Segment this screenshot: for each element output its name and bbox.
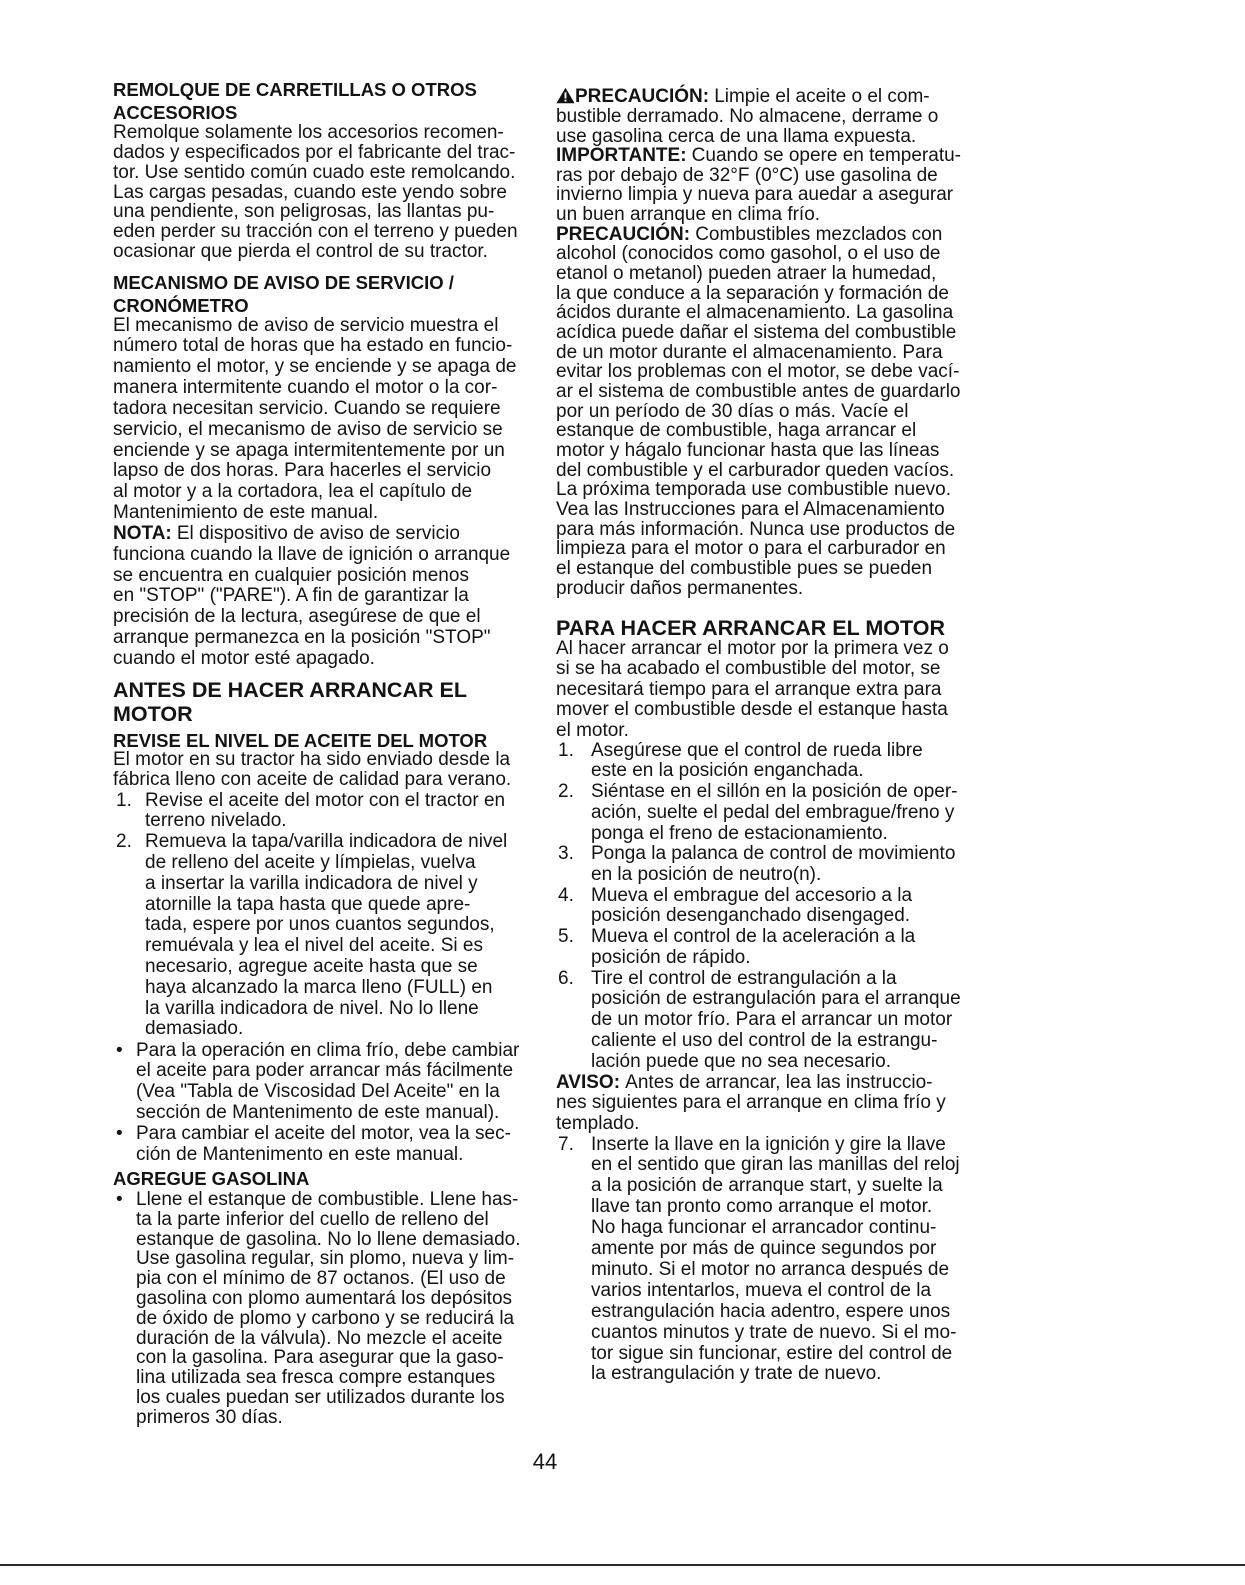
list-number: 1. (558, 739, 574, 761)
text-line: motor y hágalo funcionar hasta que las líneas (556, 440, 940, 461)
text-line: a insertar la varilla indicadora de nivel y (145, 872, 478, 894)
text-line: Revise el aceite del motor con el tractor en (145, 789, 506, 811)
right-column (556, 0, 976, 1440)
text-line: cuantos minutos y trate de nuevo. Si el mo- (591, 1321, 957, 1343)
text-line: Vea las Instrucciones para el Almacenamiento (556, 498, 945, 520)
heading-line: REMOLQUE DE CARRETILLAS O OTROS (113, 79, 477, 100)
text-line: La próxima temporada use combustible nuevo. (556, 479, 952, 501)
label-text: Combustibles mezclados con (695, 223, 943, 245)
text-line: necesitará tiempo para el arranque extra para (556, 678, 942, 700)
text-line (556, 1073, 932, 1094)
text-line: de óxido de plomo y carbono y se reducirá la (136, 1307, 515, 1329)
text-line: namiento el motor, y se enciende y se apaga de (113, 356, 517, 378)
text-line: posición de rápido. (591, 946, 751, 968)
list-item (113, 832, 531, 1040)
text-line: Ponga la palanca de control de movimiento (591, 843, 956, 865)
text-line: del combustible y el carburador queden vacíos. (556, 459, 955, 481)
list-number: 6. (558, 967, 574, 989)
list-item (556, 782, 976, 844)
text-line: este en la posición enganchada. (591, 760, 864, 782)
text-line: fábrica lleno con aceite de calidad para verano. (113, 769, 512, 791)
label-text: Limpie el aceite o el com- (714, 86, 930, 108)
text-line: estrangulación hacia adentro, espere unos (591, 1300, 951, 1322)
text-line: Al hacer arrancar el motor por la primera vez o (556, 637, 949, 659)
text-line: el estanque del combustible pues se pueden (556, 557, 933, 579)
text-line: primeros 30 días. (136, 1406, 283, 1428)
list-item (556, 1135, 976, 1386)
list-item (113, 791, 531, 833)
text-line: posición de estrangulación para el arranque (591, 988, 961, 1010)
text-line: alcohol (conocidos como gasohol, o el uso de (556, 243, 941, 265)
text-line: etanol o metanol) pueden atraer la humedad, (556, 263, 937, 285)
major-heading (556, 616, 976, 640)
text-line: eden perder su tracción con el terreno y pueden (113, 221, 518, 243)
list-item (556, 927, 976, 968)
heading-line: MECANISMO DE AVISO DE SERVICIO / (113, 272, 454, 293)
text-line: acídica puede dañar el sistema del combustible (556, 322, 957, 344)
label-text: Antes de arrancar, lea las instruccio- (625, 1071, 933, 1093)
text-line: Llene el estanque de combustible. Llene has- (136, 1189, 519, 1210)
text-line: varios intentarlos, mueva el control de la (591, 1279, 932, 1301)
list-number: 2. (116, 831, 132, 853)
label-text: El dispositivo de aviso de servicio (176, 522, 460, 544)
text-line: haya alcanzado la marca lleno (FULL) en (145, 976, 493, 998)
text-line: evitar los problemas con el motor, se debe vací- (556, 361, 960, 383)
heading-line: PARA HACER ARRANCAR EL MOTOR (556, 616, 945, 640)
text-line: Use gasolina regular, sin plomo, nueva y lim- (136, 1248, 515, 1270)
text-line: terreno nivelado. (145, 810, 287, 832)
bold-label: IMPORTANTE: (556, 145, 687, 167)
left-column (113, 0, 531, 1440)
text-line: pia con el mínimo de 87 octanos. (El uso de (136, 1268, 506, 1290)
text-line: Mueva el embrague del accesorio a la (591, 884, 913, 906)
text-line: por un período de 30 días o más. Vacíe el (556, 400, 909, 422)
text-line: dados y especificados por el fabricante del trac- (113, 141, 516, 163)
list-item (113, 1041, 531, 1124)
section-heading (113, 79, 531, 124)
heading-line: MOTOR (113, 702, 193, 726)
bullet-list (113, 1041, 531, 1166)
text-line: minuto. Si el motor no arranca después de (591, 1258, 950, 1280)
bullet-marker: • (116, 1189, 123, 1210)
list-number: 7. (558, 1133, 574, 1155)
text-line: atornille la tapa hasta que quede apre- (145, 893, 471, 915)
text-line: ácidos durante el almacenamiento. La gasolina (556, 302, 954, 324)
list-item (113, 1190, 531, 1428)
paragraph (113, 750, 531, 792)
list-number: 5. (558, 926, 574, 948)
numbered-list (556, 741, 976, 1073)
text-line: un buen arranque en clima frío. (556, 204, 821, 226)
paragraph (556, 87, 976, 598)
text-line: tor sigue sin funcionar, estire del control de (591, 1342, 953, 1364)
text-line: sección de Mantenimento de este manual). (136, 1101, 500, 1123)
list-item (556, 886, 976, 927)
text-line: ta la parte inferior del cuello de relleno del (136, 1208, 489, 1230)
bold-label: AVISO: (556, 1071, 621, 1093)
text-line (556, 225, 942, 245)
list-item (556, 844, 976, 885)
text-line: gasolina con plomo aumentará los depósitos (136, 1287, 513, 1309)
text-line (556, 146, 961, 166)
text-line: para más información. Nunca use productos de (556, 518, 956, 540)
text-line: estanque de combustible, haga arrancar el (556, 420, 917, 442)
page-number: 44 (532, 1449, 558, 1474)
text-line: limpieza para el motor o para el carburador en (556, 538, 946, 560)
text-line: necesario, agregue aceite hasta que se (145, 955, 478, 977)
heading-line: ACCESORIOS (113, 101, 238, 123)
text-line: el motor. (556, 719, 629, 741)
text-line: mover el combustible desde el estanque hasta (556, 699, 948, 721)
text-line: Remolque solamente los accesorios recomen- (113, 122, 504, 143)
text-line: llave tan pronto como arranque el motor. (591, 1196, 933, 1218)
text-line: cuando el motor esté apagado. (113, 648, 375, 669)
text-line: se encuentra en cualquier posición menos (113, 564, 469, 586)
text-line: de un motor frío. Para el arrancar un motor (591, 1009, 953, 1031)
text-line: producir daños permanentes. (556, 577, 804, 599)
text-line: Para la operación en clima frío, debe cambiar (136, 1039, 520, 1061)
text-line: caliente el uso del control de la estrangu- (591, 1029, 938, 1051)
text-line: de relleno del aceite y límpielas, vuelva (145, 851, 476, 873)
text-line: Para cambiar el aceite del motor, vea la sec- (136, 1122, 511, 1144)
list-number: 4. (558, 884, 574, 906)
list-number: 3. (558, 843, 574, 865)
text-line: remuévala y lea el nivel del aceite. Si es (145, 935, 483, 957)
text-line: la estrangulación y trate de nuevo. (591, 1363, 882, 1385)
text-line: tada, espere por unos cuantos segundos, (145, 914, 495, 936)
text-line: al motor y a la cortadora, lea el capítulo de (113, 481, 473, 503)
text-line: la varilla indicadora de nivel. No lo llene (145, 997, 479, 1019)
text-line: No haga funcionar el arrancador continu- (591, 1217, 937, 1239)
text-line: número total de horas que ha estado en funcio- (113, 335, 513, 357)
text-line: posición desenganchado disengaged. (591, 905, 911, 927)
text-line: tor. Use sentido común cuado este remolcando. (113, 161, 516, 183)
text-line: ocasionar que pierda el control de su tractor. (113, 241, 488, 263)
text-line: El motor en su tractor ha sido enviado desde la (113, 748, 511, 770)
bold-label: PRECAUCIÓN: (556, 223, 691, 245)
text-line (113, 524, 460, 545)
text-line: de un motor durante el almacenamiento. Para (556, 341, 943, 363)
text-line: ar el sistema de combustible antes de guardarlo (556, 381, 961, 403)
text-line: manera intermitente cuando el motor o la cor- (113, 377, 498, 399)
text-line: ación, suelte el pedal del embrague/freno y (591, 801, 955, 823)
text-line: ponga el freno de estacionamiento. (591, 822, 888, 844)
text-line: use gasolina cerca de una llama expuesta. (556, 125, 917, 147)
text-line: ras por debajo de 32°F (0°C) use gasolina de (556, 164, 938, 186)
text-line: tadora necesitan servicio. Cuando se requiere (113, 397, 501, 419)
list-item (556, 741, 976, 782)
page-bottom-rule (0, 1564, 1245, 1566)
text-line: Siéntase en el sillón en la posición de oper- (591, 781, 958, 803)
text-line: una pendiente, son peligrosas, las llantas pu- (113, 201, 495, 223)
bullet-marker: • (116, 1122, 123, 1144)
warning-triangle-icon (556, 87, 575, 104)
text-line: enciende y se apaga intermitentemente por un (113, 439, 505, 461)
text-line: Las cargas pesadas, cuando este yendo sobre (113, 181, 507, 203)
text-line: si se ha acabado el combustible del motor, se (556, 658, 941, 680)
text-line: con la gasolina. Para asegurar que la gaso- (136, 1347, 504, 1369)
text-line: lación puede que no sea necesario. (591, 1050, 892, 1072)
text-line: lapso de dos horas. Para hacerles el servicio (113, 460, 492, 482)
text-line: Asegúrese que el control de rueda libre (591, 739, 923, 761)
text-line: Remueva la tapa/varilla indicadora de nivel (145, 831, 508, 853)
section-heading (113, 272, 531, 317)
text-line: (Vea "Tabla de Viscosidad Del Aceite" en la (136, 1081, 500, 1103)
text-line: a la posición de arranque start, y suelte la (591, 1175, 943, 1197)
list-item (113, 1124, 531, 1166)
text-line: Mantenimiento de este manual. (113, 502, 379, 524)
text-line: templado. (556, 1112, 640, 1134)
text-line: invierno limpia y nueva para auedar a asegurar (556, 184, 954, 206)
paragraph (556, 1073, 976, 1135)
heading-line: CRONÓMETRO (113, 294, 249, 316)
bold-label: NOTA: (113, 522, 172, 544)
heading-line: ANTES DE HACER ARRANCAR EL (113, 678, 467, 702)
text-line: bustible derramado. No almacene, derrame o (556, 105, 939, 127)
text-line: amente por más de quince segundos por (591, 1238, 937, 1260)
text-line: lina utilizada sea fresca compre estanques (136, 1367, 496, 1389)
text-line: Tire el control de estrangulación a la (591, 967, 897, 989)
list-item (556, 969, 976, 1073)
bold-label: PRECAUCIÓN: (575, 86, 710, 108)
heading-line: AGREGUE GASOLINA (113, 1167, 310, 1189)
text-line: Mueva el control de la aceleración a la (591, 926, 916, 948)
major-heading (113, 678, 531, 726)
paragraph (556, 639, 976, 742)
numbered-list (556, 1135, 976, 1386)
bullet-list (113, 1190, 531, 1428)
list-number: 1. (116, 789, 132, 811)
text-line: ción de Mantenimento en este manual. (136, 1143, 464, 1165)
paragraph (113, 316, 531, 670)
text-line: en la posición de neutro(n). (591, 864, 822, 885)
subheading (113, 730, 531, 751)
text-line: funciona cuando la llave de ignición o arranque (113, 543, 511, 565)
text-line: el aceite para poder arrancar más fácilmente (136, 1060, 514, 1082)
paragraph (113, 123, 531, 262)
numbered-list (113, 791, 531, 1041)
label-text: Cuando se opere en temperatu- (691, 145, 961, 167)
text-line: los cuales puedan ser utilizados durante los (136, 1386, 505, 1408)
text-line: arranque permanezca en la posición "STOP" (113, 627, 491, 649)
text-line (556, 87, 930, 107)
text-line: El mecanismo de aviso de servicio muestra el (113, 314, 499, 336)
text-line: nes siguientes para el arranque en clima frío y (556, 1092, 946, 1114)
text-line: duración de la válvula). No mezcle el aceite (136, 1327, 503, 1349)
text-line: en "STOP" ("PARE"). A fin de garantizar la (113, 585, 469, 607)
subheading (113, 1168, 531, 1189)
list-number: 2. (558, 781, 574, 803)
text-line: en el sentido que giran las manillas del reloj (591, 1154, 960, 1176)
text-line: demasiado. (145, 1018, 244, 1040)
text-line: servicio, el mecanismo de aviso de servicio se (113, 418, 503, 440)
text-line: estanque de gasolina. No lo llene demasiado. (136, 1228, 521, 1250)
text-line: precisión de la lectura, asegúrese de que el (113, 606, 481, 628)
text-line: la que conduce a la separación y formación de (556, 282, 949, 304)
heading-line: REVISE EL NIVEL DE ACEITE DEL MOTOR (113, 729, 488, 751)
text-line: Inserte la llave en la ignición y gire la llave (591, 1133, 946, 1155)
bullet-marker: • (116, 1039, 123, 1061)
